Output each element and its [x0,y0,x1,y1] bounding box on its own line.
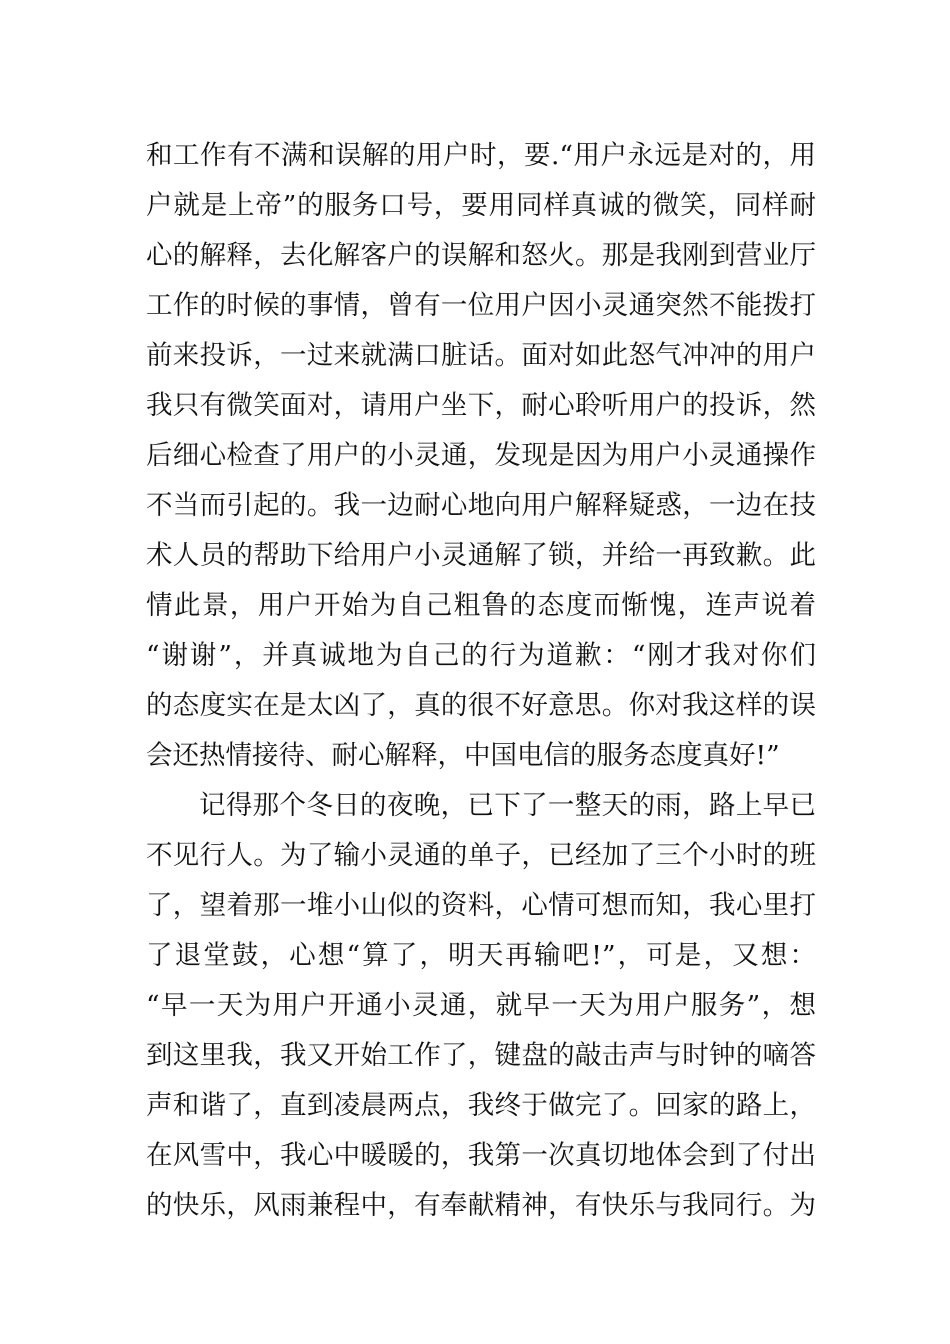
text-line: 在风雪中，我心中暖暖的，我第一次真切地体会到了付出 [146,1140,816,1171]
text-line: 前来投诉，一过来就满口脏话。面对如此怒气冲冲的用户 [146,340,816,371]
text-line: 了，望着那一堆小山似的资料，心情可想而知，我心里打 [146,890,816,921]
text-line: 记得那个冬日的夜晚，已下了一整天的雨，路上早已 [199,790,816,821]
text-line: 我只有微笑面对，请用户坐下，耐心聆听用户的投诉，然 [146,390,816,421]
text-line: 会还热情接待、耐心解释，中国电信的服务态度真好!” [146,740,780,771]
text-line: 情此景，用户开始为自己粗鲁的态度而惭愧，连声说着 [146,590,816,621]
text-line: 了退堂鼓，心想“算了，明天再输吧!”，可是，又想： [146,940,816,971]
text-line: 不当而引起的。我一边耐心地向用户解释疑惑，一边在技 [146,490,816,521]
text-line: 的态度实在是太凶了，真的很不好意思。你对我这样的误 [146,690,816,721]
text-line: 心的解释，去化解客户的误解和怒火。那是我刚到营业厅 [146,240,816,271]
text-line: “谢谢”，并真诚地为自己的行为道歉：“刚才我对你们 [146,640,816,671]
text-line: 声和谐了，直到凌晨两点，我终于做完了。回家的路上， [146,1090,816,1121]
text-line: 工作的时候的事情，曾有一位用户因小灵通突然不能拨打 [146,290,816,321]
text-line: “早一天为用户开通小灵通，就早一天为用户服务”，想 [146,990,816,1021]
text-line: 不见行人。为了输小灵通的单子，已经加了三个小时的班 [146,840,816,871]
text-line: 术人员的帮助下给用户小灵通解了锁，并给一再致歉。此 [146,540,816,571]
text-line: 后细心检查了用户的小灵通，发现是因为用户小灵通操作 [146,440,816,471]
paragraph-1 [146,131,816,781]
text-line: 户就是上帝”的服务口号，要用同样真诚的微笑，同样耐 [146,190,816,221]
paragraph-2 [146,781,816,1231]
text-line: 到这里我，我又开始工作了，键盘的敲击声与时钟的嘀答 [146,1040,816,1071]
text-line: 和工作有不满和误解的用户时，要.“用户永远是对的，用 [146,140,816,171]
body-text [146,131,816,1231]
text-line: 的快乐，风雨兼程中，有奉献精神，有快乐与我同行。为 [146,1190,816,1221]
